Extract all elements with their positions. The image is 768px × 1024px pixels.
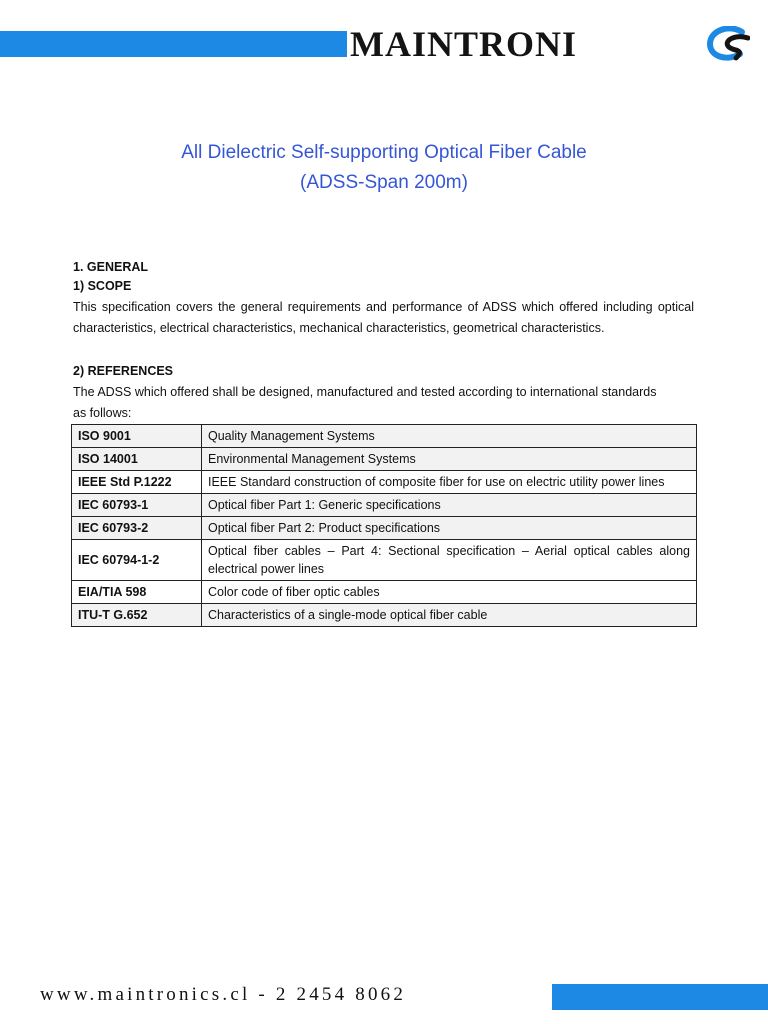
standard-description: Optical fiber Part 2: Product specifications	[202, 517, 697, 540]
table-row	[72, 448, 697, 471]
footer-contact: www.maintronics.cl - 2 2454 8062	[40, 984, 407, 1005]
header-accent-bar	[0, 31, 347, 57]
standard-description: IEEE Standard construction of composite fiber for use on electric utility power lines	[202, 471, 697, 494]
standard-description: Optical fiber Part 1: Generic specifications	[202, 494, 697, 517]
standard-code: ITU-T G.652	[72, 604, 202, 627]
table-row	[72, 604, 697, 627]
standard-code: ISO 14001	[72, 448, 202, 471]
section-heading-general: 1. GENERAL	[73, 260, 149, 274]
standard-code: IEC 60794-1-2	[72, 540, 202, 581]
document-title: All Dielectric Self-supporting Optical Fiber Cable	[181, 142, 587, 163]
standard-code: IEC 60793-2	[72, 517, 202, 540]
table-row	[72, 581, 697, 604]
table-row	[72, 471, 697, 494]
standard-code: EIA/TIA 598	[72, 581, 202, 604]
standard-code: IEEE Std P.1222	[72, 471, 202, 494]
standard-description: Quality Management Systems	[202, 425, 697, 448]
document-subtitle: (ADSS-Span 200m)	[300, 172, 468, 193]
subheading-scope: 1) SCOPE	[73, 279, 132, 293]
standard-code: ISO 9001	[72, 425, 202, 448]
subheading-references: 2) REFERENCES	[73, 364, 174, 378]
standard-description: Optical fiber cables – Part 4: Sectional specification – Aerial optical cables along electrical power lines	[202, 540, 697, 581]
logo-text: MAINTRONI	[350, 24, 578, 64]
scope-paragraph: This specification covers the general requirements and performance of ADSS which offered including optical characteristics, electrical characteristics, mechanical characteristics, geometrical characteristics.	[73, 300, 694, 335]
standard-description: Color code of fiber optic cables	[202, 581, 697, 604]
references-table	[71, 424, 697, 627]
standard-description: Characteristics of a single-mode optical fiber cable	[202, 604, 697, 627]
footer-accent-bar	[552, 984, 768, 1010]
standard-description: Environmental Management Systems	[202, 448, 697, 471]
cs-swoosh-logo-icon	[706, 26, 750, 62]
references-paragraph: The ADSS which offered shall be designed, manufactured and tested according to international standards as follows:	[73, 385, 657, 420]
standard-code: IEC 60793-1	[72, 494, 202, 517]
table-row	[72, 425, 697, 448]
company-logo	[350, 24, 750, 64]
table-row	[72, 540, 697, 581]
table-row	[72, 494, 697, 517]
table-row	[72, 517, 697, 540]
